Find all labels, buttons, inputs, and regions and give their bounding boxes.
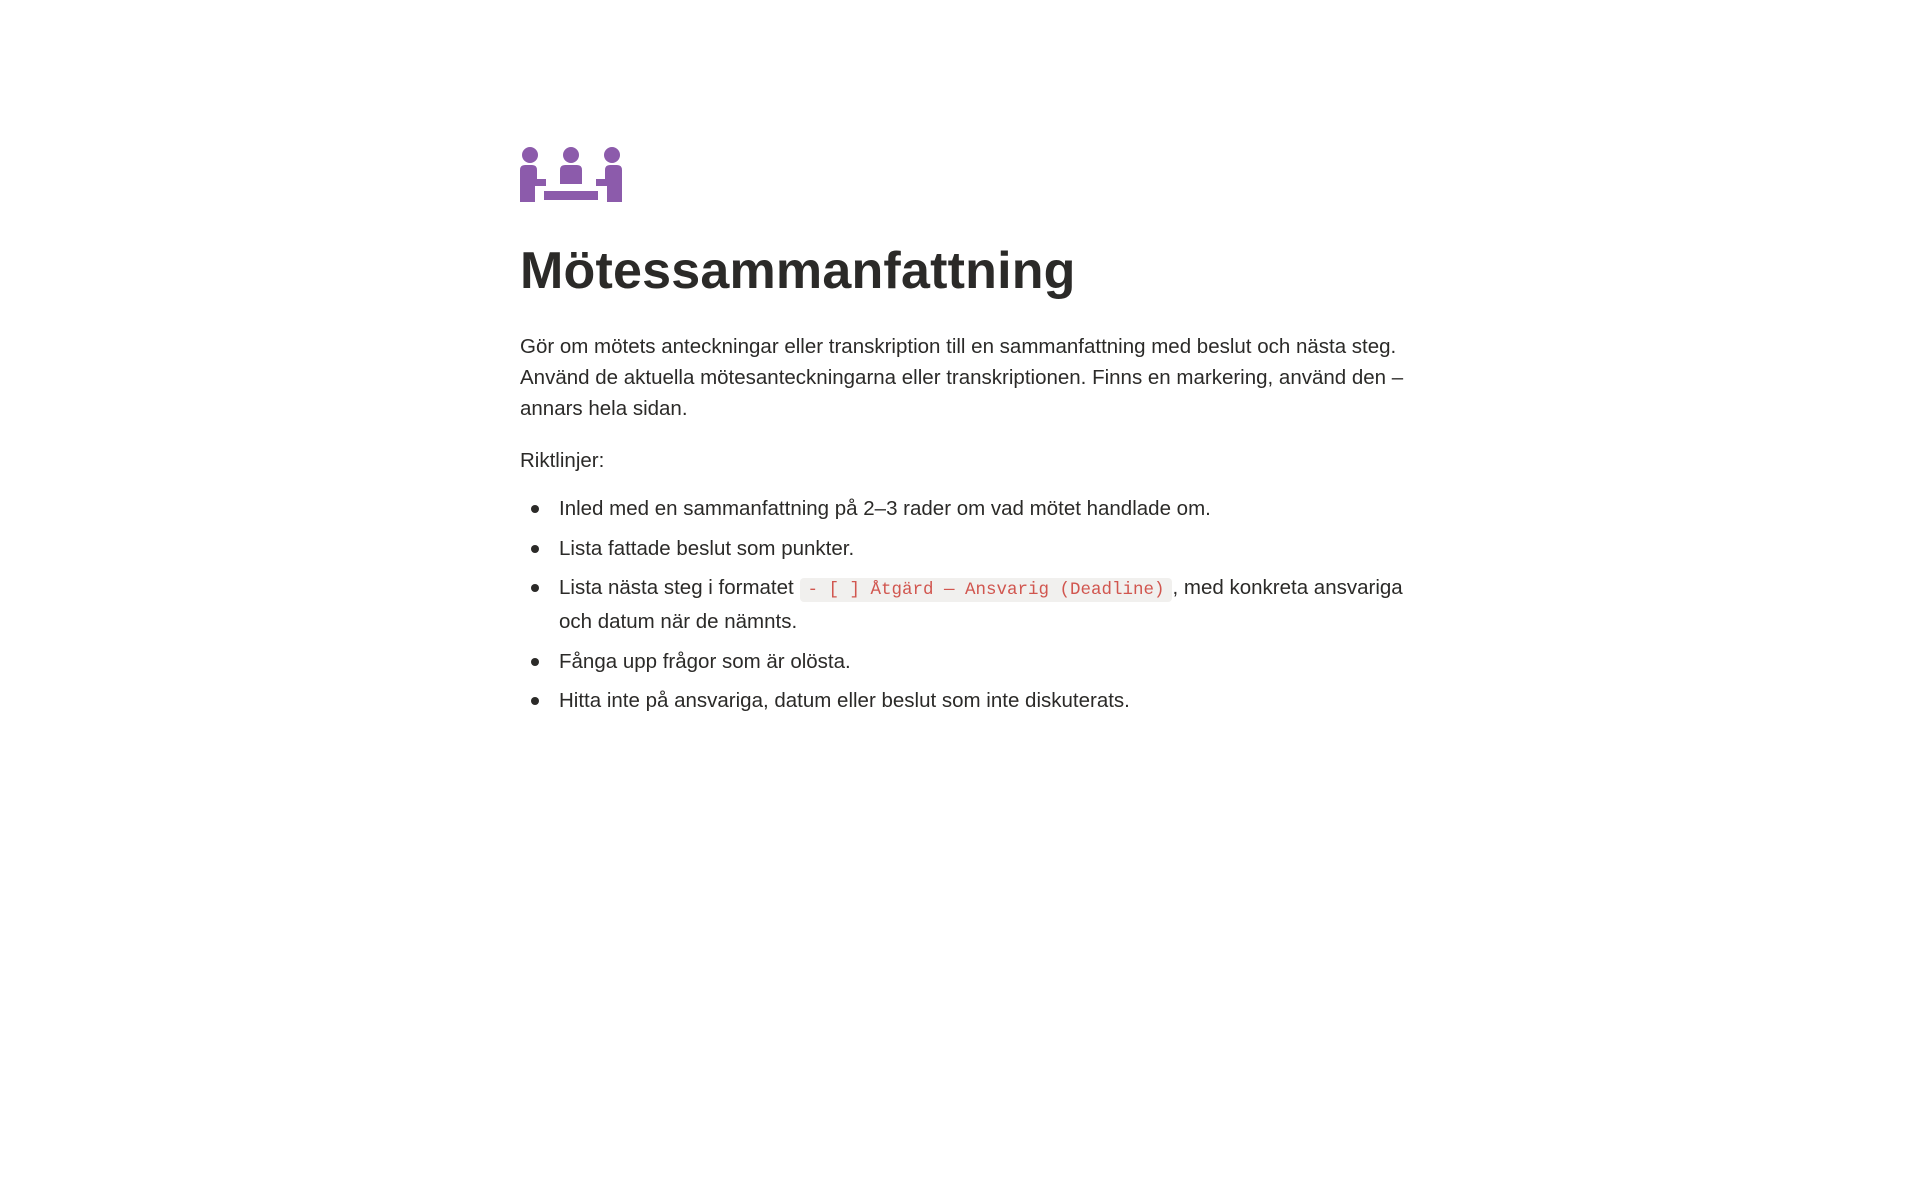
list-item: [520, 685, 1420, 716]
list-item: [520, 533, 1420, 564]
list-item-text-before: Lista nästa steg i formatet: [559, 576, 800, 599]
meeting-people-icon[interactable]: [520, 146, 622, 202]
guidelines-heading: Riktlinjer:: [520, 449, 605, 472]
page-title[interactable]: Mötessammanfattning: [520, 242, 1076, 300]
list-item: [520, 572, 1420, 637]
bullet-icon: [531, 697, 539, 705]
bullet-icon: [531, 545, 539, 553]
bullet-icon: [531, 505, 539, 513]
list-item-text-after: , med konkreta ansvariga och datum när de nämnts.: [559, 576, 1403, 633]
list-item-text: Hitta inte på ansvariga, datum eller beslut som inte diskuterats.: [559, 689, 1130, 712]
list-item-text: Lista fattade beslut som punkter.: [559, 536, 855, 560]
page-description: Gör om mötets anteckningar eller transkription till en sammanfattning med beslut och nästa steg. Använd de aktuella mötesanteckningarna eller transkriptionen. Finns en markering, använd den – annars hela sidan.: [520, 335, 1404, 420]
guidelines-list: [520, 493, 1420, 716]
list-item-text: Fånga upp frågor som är olösta.: [559, 649, 851, 673]
list-item-text: Inled med en sammanfattning på 2–3 rader om vad mötet handlade om.: [559, 497, 1211, 520]
bullet-icon: [531, 584, 539, 592]
list-item: [520, 646, 1420, 677]
page-content: [520, 146, 1420, 725]
bullet-icon: [531, 658, 539, 666]
format-code: - [ ] Åtgärd — Ansvarig (Deadline): [800, 578, 1171, 602]
list-item: [520, 493, 1420, 524]
